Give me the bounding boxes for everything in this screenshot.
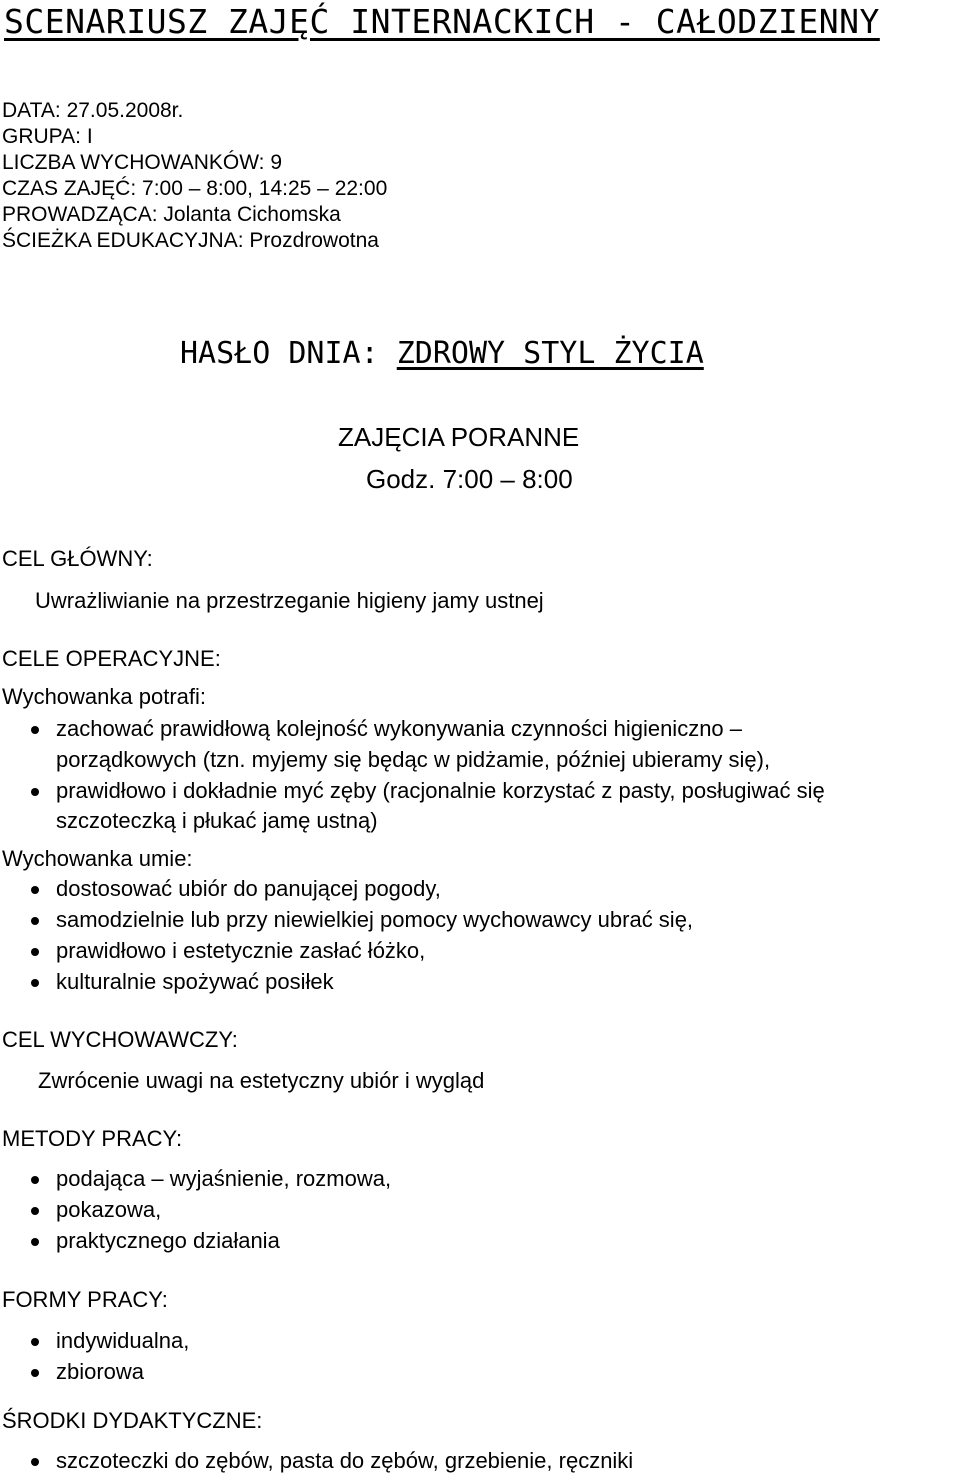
meta-row-count: LICZBA WYCHOWANKÓW: 9 — [2, 151, 283, 174]
can-do-heading: Wychowanka potrafi: — [2, 684, 207, 709]
knows-how-heading: Wychowanka umie: — [2, 846, 193, 871]
meta-row-teacher: PROWADZĄCA: Jolanta Cichomska — [2, 203, 341, 226]
list-item: zachować prawidłową kolejność wykonywania czynności higieniczno – — [0, 716, 742, 742]
list-item: prawidłowo i estetycznie zasłać łóżko, — [0, 938, 425, 964]
main-goal-heading: CEL GŁÓWNY: — [2, 546, 153, 571]
list-item: samodzielnie lub przy niewielkiej pomocy wychowawcy ubrać się, — [0, 907, 693, 933]
meta-row-time: CZAS ZAJĘĆ: 7:00 – 8:00, 14:25 – 22:00 — [2, 177, 388, 200]
session-heading: ZAJĘCIA PORANNE — [338, 422, 580, 452]
list-item: kulturalnie spożywać posiłek — [0, 969, 334, 995]
list-item-continuation: porządkowych (tzn. myjemy się będąc w pidżamie, później ubieramy się), — [56, 747, 771, 772]
educational-goal-heading: CEL WYCHOWAWCZY: — [2, 1027, 238, 1052]
meta-row-date: DATA: 27.05.2008r. — [2, 99, 184, 122]
meta-row-path: ŚCIEŻKA EDUKACYJNA: Prozdrowotna — [2, 229, 379, 252]
meta-row-group: GRUPA: I — [2, 125, 93, 148]
list-item-continuation: szczoteczką i płukać jamę ustną) — [56, 808, 378, 833]
list-item: podająca – wyjaśnienie, rozmowa, — [0, 1166, 391, 1192]
session-hours: Godz. 7:00 – 8:00 — [366, 464, 573, 494]
list-item: indywidualna, — [0, 1328, 189, 1354]
list-item: szczoteczki do zębów, pasta do zębów, grzebienie, ręczniki — [0, 1448, 633, 1474]
list-item: dostosować ubiór do panującej pogody, — [0, 876, 441, 902]
list-item: pokazowa, — [0, 1197, 161, 1223]
methods-heading: METODY PRACY: — [2, 1126, 183, 1151]
teaching-aids-heading: ŚRODKI DYDAKTYCZNE: — [2, 1408, 263, 1433]
operational-goals-heading: CELE OPERACYJNE: — [2, 646, 221, 671]
list-item: prawidłowo i dokładnie myć zęby (racjonalnie korzystać z pasty, posługiwać się — [0, 778, 825, 804]
forms-heading: FORMY PRACY: — [2, 1287, 168, 1312]
educational-goal-text: Zwrócenie uwagi na estetyczny ubiór i wygląd — [38, 1068, 485, 1093]
list-item: praktycznego działania — [0, 1228, 280, 1254]
document-title: SCENARIUSZ ZAJĘĆ INTERNACKICH - CAŁODZIENNY — [4, 2, 880, 41]
main-goal-text: Uwrażliwianie na przestrzeganie higieny jamy ustnej — [35, 588, 544, 613]
list-item: zbiorowa — [0, 1359, 144, 1385]
motto-of-day: HASŁO DNIA: ZDROWY STYL ŻYCIA — [180, 336, 704, 371]
